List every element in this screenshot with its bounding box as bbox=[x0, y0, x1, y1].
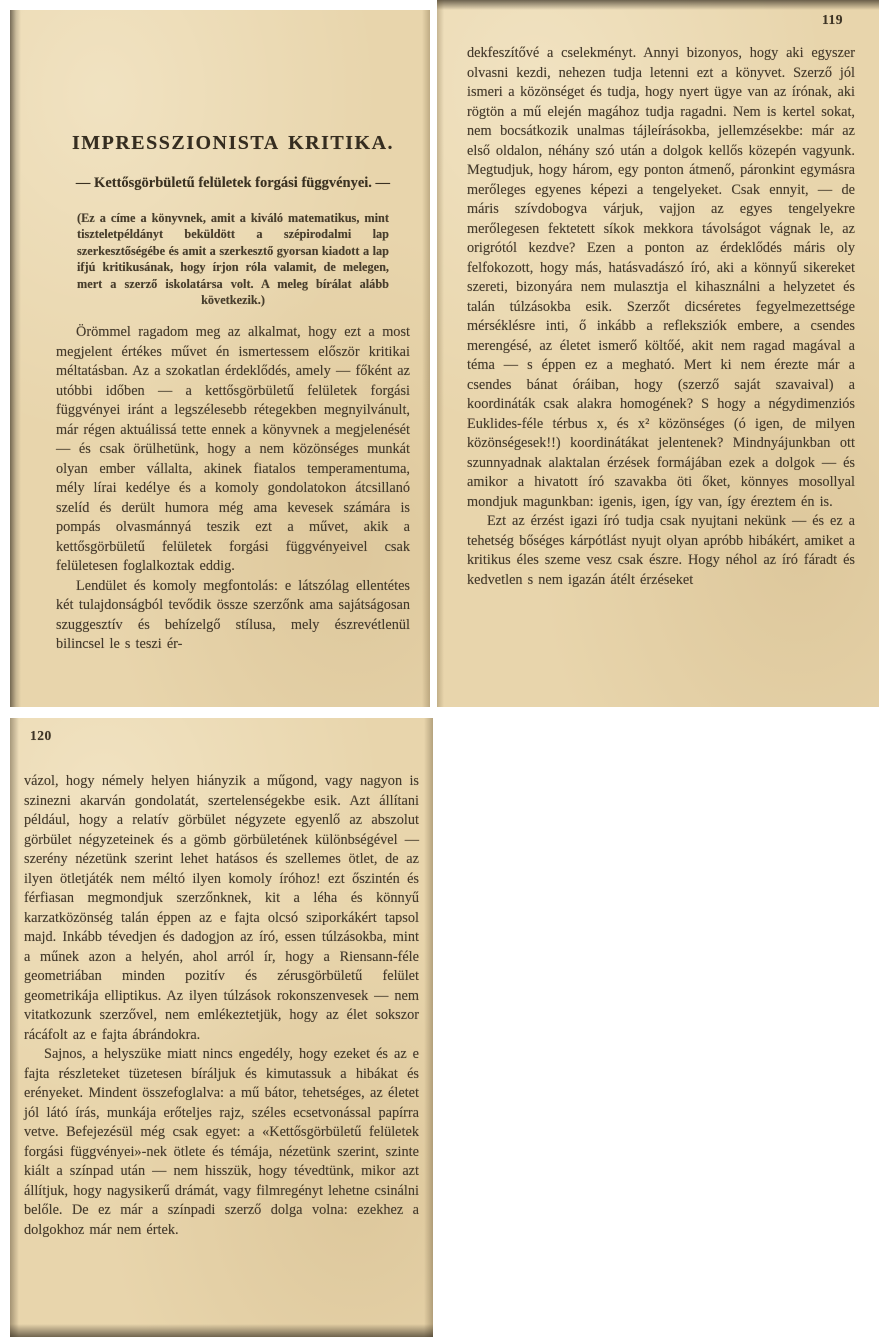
scanned-page-article-start bbox=[10, 10, 430, 707]
scanned-page-119 bbox=[437, 0, 879, 707]
body-paragraph: vázol, hogy némely helyen hiányzik a műgond, vagy nagyon is szinezni akarván gondolatát, szertelenségekbe esik. Azt állítani például, hogy a relatív görbület négyzete egyenlő az abszolut görbület négyzeteinek és a gömb görbületének különbségével — szerény nézetünk szerint lehet hatásos és szellemes ötlet, de az ilyen ötletjáték nem méltó ilyen komoly íróhoz! ezt őszintén és férfiasan megmondjuk szerzőnknek, kit a léha és könnyű karzatközönség talán éppen az e fajta olcsó sziporkákért tapsol majd. Inkább tévedjen és dadogjon az író, essen túlzásokba, mint a műnek azon a helyén, ahol arról ír, hogy a Riensann-féle geometriában minden pozitív és zérusgörbületű felület geometrikája elliptikus. Az ilyen túlzások rokonszenvesek — nem vitatkozunk szerzővel, nem emlékeztetjük, hogy az élet sokszor rácáfolt az e fajta ábrándokra. bbox=[24, 773, 419, 1043]
body-paragraph: Örömmel ragadom meg az alkalmat, hogy ezt a most megjelent értékes művet én ismertessem először kritikai méltatásban. Az a szokatlan érdeklődés, amely — főként az utóbbi időben — a kettősgörbületű felületek forgási függvényei iránt a legszélesebb rétegekben megnyilvánult, már régen aktuálissá tette ennek a könyvnek a megjelenését — és csak örülhetünk, hogy a nem közönséges munkát olyan ember vállalta, akinek fiatalos temperamentuma, mély lírai kedélye és a komoly gondolatokon átcsillanó szelíd és derült humora még ama kevesek számára is pompás olvasmánnyá teszik ezt a művet, akik a kettősgörbületű felületek forgási függvényeivel csak felületesen foglalkoztak eddig. bbox=[56, 324, 410, 575]
page-edge-shadow bbox=[424, 718, 433, 1337]
page-subtitle: — Kettősgörbületű felületek forgási függvényei. — bbox=[75, 175, 391, 191]
page-number: 119 bbox=[821, 12, 843, 27]
page-body bbox=[10, 10, 430, 655]
body-paragraph: dekfeszítővé a cselekményt. Annyi bizonyos, hogy aki egyszer olvasni kezdi, nehezen tudja letenni ezt a könyvet. Szerző jól ismeri a közönséget és tudja, hogy nyert ügye van az írónak, aki rögtön a mű elején magához tudja ragadni. Nem is kertel sokat, nem bocsátkozik unalmas tájleírásokba, jellemzésekbe: már az első oldalon, néhány szó után a dolgok kellős közepén vagyunk. Megtudjuk, hogy három, egy ponton átmenő, páronkint egymásra merőleges egyenes képezi a tengelyeket. Csak ennyit, — de máris szívdobogva várjuk, vajjon az egyes tengelyekre merőlegesen fektetett síkok mekkora távolságot vágnak le, az origrótól kezdve? Ezen a ponton az érdeklődés máris oly felfokozott, hogy más, hatásvadászó író, aki a könnyű sikereket szereti, bizonyára nem mulasztja el kihasználni a helyzetet és talán túlzásokba esik. Szerzőt dicséretes fegyelmezettsége mérséklésre inti, ő inkább a refleksziók embere, a csendes merengésé, az életet ismerő költőé, akit nem ragad magával a téma — s éppen ez a megható. Mert ki nem érezte már a csendes bánat óráiban, hogy (szerző saját szavaival) a koordináták csak alakra homogének? S hogy a négydimenziós Euklides-féle térbus x, és x² közönséges (ó igen, de milyen közönségesek!!) koordinátákat jelentenek? Mindnyájunkban ott szunnyadnak alaktalan érzések formájában ezek a dolgok — és amikor a hivatott író szavakba öti őket, könnyes mosollyal mondjuk magunkban: igenis, igen, így van, így éreztem én is. bbox=[467, 45, 855, 510]
editorial-note: (Ez a címe a könyvnek, amit a kiváló matematikus, mint tiszteletpéldányt beküldött a szépirodalmi lap szerkesztőségébe és amit a szerkesztő gyorsan kiadott a lap ifjú kritikusának, hogy írjon róla valamit, de melegen, mert a szerző iskolatársa volt. A meleg bírálat alább következik.) bbox=[77, 211, 389, 308]
page-body bbox=[10, 718, 433, 1240]
body-paragraph: Lendület és komoly megfontolás: e látszólag ellentétes két tulajdonságból tevődik össze szerzőnk ama sajátságosan szuggesztív és behízelgő stílusa, mely észrevétlenül bilincsel le s teszi ér- bbox=[56, 577, 410, 653]
scanned-page-120 bbox=[10, 718, 433, 1337]
page-number: 120 bbox=[30, 728, 52, 743]
page-title: IMPRESSZIONISTA KRITIKA. bbox=[71, 132, 395, 154]
body-paragraph: Ezt az érzést igazi író tudja csak nyujtani nekünk — és ez a tehetség bőséges kárpótlást nyujt olyan apróbb hibákért, amiket a kritikus éles szeme vesz csak észre. Hogy néhol az író fáradt és kedvetlen s nem igazán átélt érzéseket bbox=[467, 513, 855, 588]
body-paragraph: Sajnos, a helyszüke miatt nincs engedély, hogy ezeket és az e fajta részleteket tüzetesen bíráljuk és kimutassuk a hibákat és erényeket. Mindent összefoglalva: a mű bátor, tehetséges, az életet jól látó írás, munkája erőteljes rajz, széles ecsetvonással papírra vetve. Befejezésül még csak egyet: a «Kettősgörbületű felületek forgási függvényei»-nek ötlete és témája, nézetünk szerint, szinte kiált a színpad után — nem hisszük, hogy tévedtünk, mikor azt állítjuk, hogy nagysikerű drámát, vagy filmregényt lehetne csinálni belőle. De ez már a színpadi szerző dolga volna: ezekhez a dolgokhoz már nem értek. bbox=[24, 1046, 419, 1238]
page-body bbox=[437, 0, 879, 590]
